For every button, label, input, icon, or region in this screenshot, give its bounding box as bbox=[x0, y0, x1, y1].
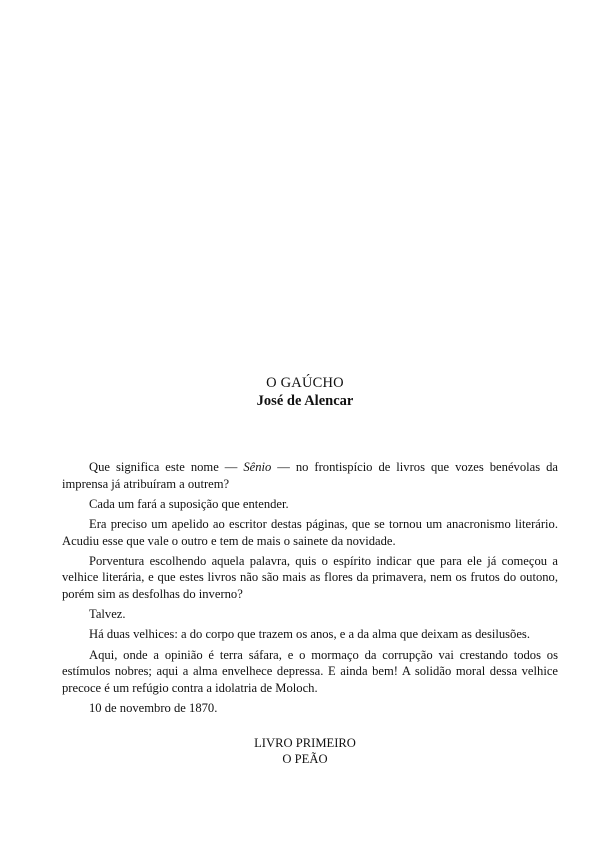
paragraph-1-italic: Sênio bbox=[243, 460, 272, 474]
book-heading: LIVRO PRIMEIRO bbox=[254, 736, 356, 750]
paragraph-1-after: — no frontispício de livros que vozes benévolas da imprensa já atribuíram a outrem? bbox=[62, 460, 558, 491]
title-block bbox=[0, 374, 610, 410]
paragraph-1 bbox=[62, 459, 558, 492]
chapter-heading: O PEÃO bbox=[282, 751, 328, 766]
paragraph-4: Porventura escolhendo aquela palavra, quis o espírito indicar que para ele já começou a velhice literária, e que estes livros não são mais as flores da primavera, nem os frutos do outono, porém sim as desfolhas do inverno? bbox=[62, 553, 558, 601]
preface-date: 10 de novembro de 1870. bbox=[89, 700, 218, 715]
paragraph-1-before: Que significa este nome — bbox=[89, 460, 238, 474]
paragraph-6: Há duas velhices: a do corpo que trazem os anos, e a da alma que deixam as desilusões. bbox=[89, 627, 530, 642]
paragraph-7: Aqui, onde a opinião é terra sáfara, e o mormaço da corrupção vai crestando todos os estímulos nobres; aqui a alma envelhece depressa. E ainda bem! A solidão moral dessa velhice precoce é um refúgio contra a idolatria de Moloch. bbox=[62, 647, 558, 695]
paragraph-2: Cada um fará a suposição que entender. bbox=[89, 496, 289, 511]
preface-text bbox=[62, 459, 558, 720]
paragraph-3: Era preciso um apelido ao escritor destas páginas, que se tornou um anacronismo literário. Acudiu esse que vale o outro e tem de mais o sainete da novidade. bbox=[62, 516, 558, 548]
book-author: José de Alencar bbox=[256, 393, 354, 409]
section-heading bbox=[0, 736, 610, 767]
paragraph-5: Talvez. bbox=[89, 607, 126, 622]
book-title: O GAÚCHO bbox=[266, 375, 344, 391]
